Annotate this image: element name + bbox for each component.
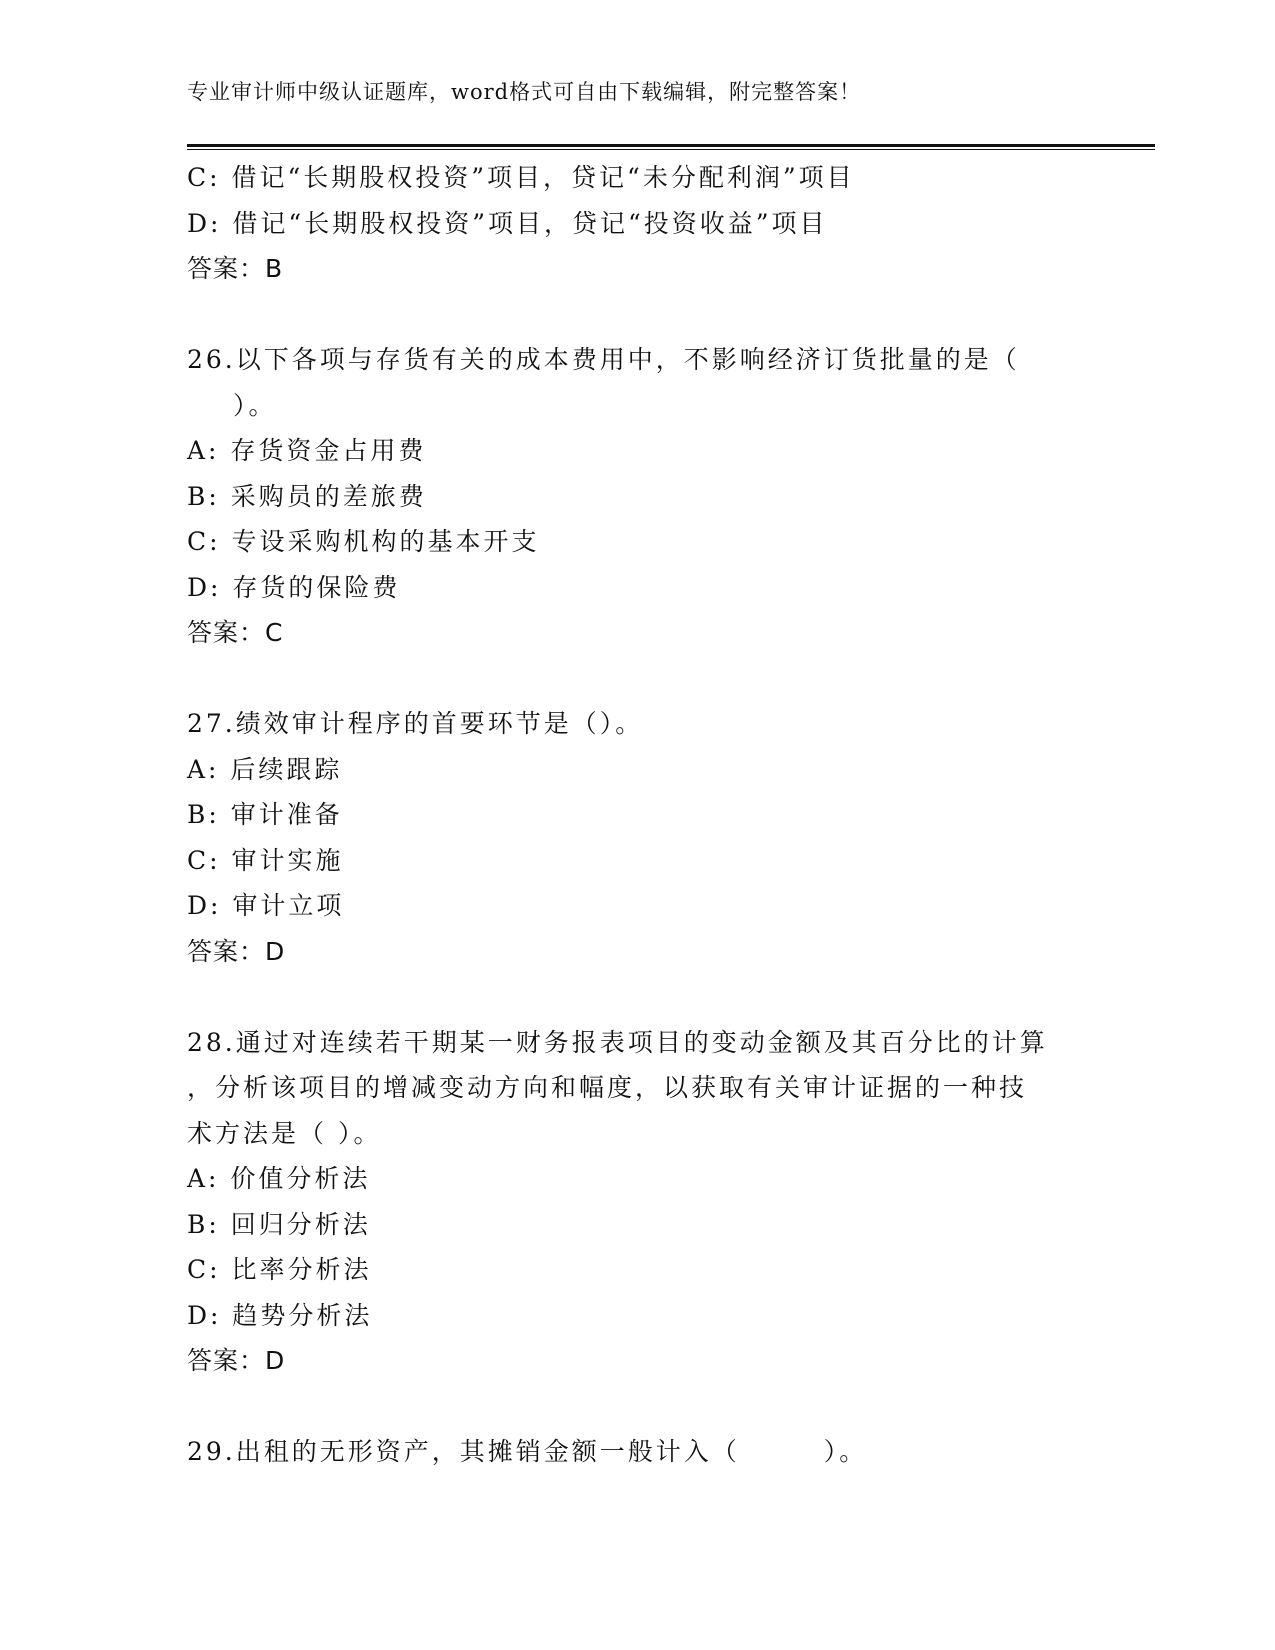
q28-stem-line1: 28.通过对连续若干期某一财务报表项目的变动金额及其百分比的计算 [187,1027,1048,1057]
q26-option-b: B: 采购员的差旅费 [187,481,427,511]
q27-option-d: D: 审计立项 [187,891,345,920]
spacer [187,1384,1087,1430]
q26-option-a: A: 存货资金占用费 [187,436,427,465]
q27-option-c: C: 审计实施 [187,845,344,875]
q28-option-b: B: 回归分析法 [187,1209,371,1239]
q28-option-a: A: 价值分析法 [187,1164,371,1193]
q28-option-d: D: 趋势分析法 [187,1300,373,1330]
q25-option-c: C: 借记“长期股权投资”项目，贷记“未分配利润”项目 [187,163,855,192]
q27-option-b: B: 审计准备 [187,800,343,829]
q25-option-d: D: 借记“长期股权投资”项目，贷记“投资收益”项目 [187,208,828,238]
question-content [187,155,1087,1475]
q26-answer: 答案：C [187,618,284,647]
q28-stem-line2: ，分析该项目的增减变动方向和幅度，以获取有关审计证据的一种技 [187,1073,1028,1102]
spacer [187,292,1087,338]
page-header: 专业审计师中级认证题库，word格式可自由下载编辑，附完整答案！ [187,80,862,104]
q26-option-d: D: 存货的保险费 [187,572,401,602]
q27-option-a: A: 后续跟踪 [187,754,343,784]
q29-stem: 29.出租的无形资产，其摊销金额一般计入（ ）。 [187,1437,868,1466]
header-rule-thick [187,144,1155,147]
q28-stem-line3: 术方法是（ ）。 [187,1118,382,1148]
q26-stem-line2: ）。 [233,390,277,420]
spacer [187,656,1087,702]
q26-option-c: C: 专设采购机构的基本开支 [187,527,540,556]
q27-answer: 答案：D [187,936,286,966]
q25-answer: 答案：B [187,254,284,283]
q27-stem: 27.绩效审计程序的首要环节是（）。 [187,709,644,738]
spacer [187,974,1087,1020]
q28-option-c: C: 比率分析法 [187,1255,372,1284]
header-rule-thin [187,149,1155,150]
q28-answer: 答案：D [187,1346,286,1375]
q26-stem-line1: 26.以下各项与存货有关的成本费用中，不影响经济订货批量的是（ [187,345,1020,374]
